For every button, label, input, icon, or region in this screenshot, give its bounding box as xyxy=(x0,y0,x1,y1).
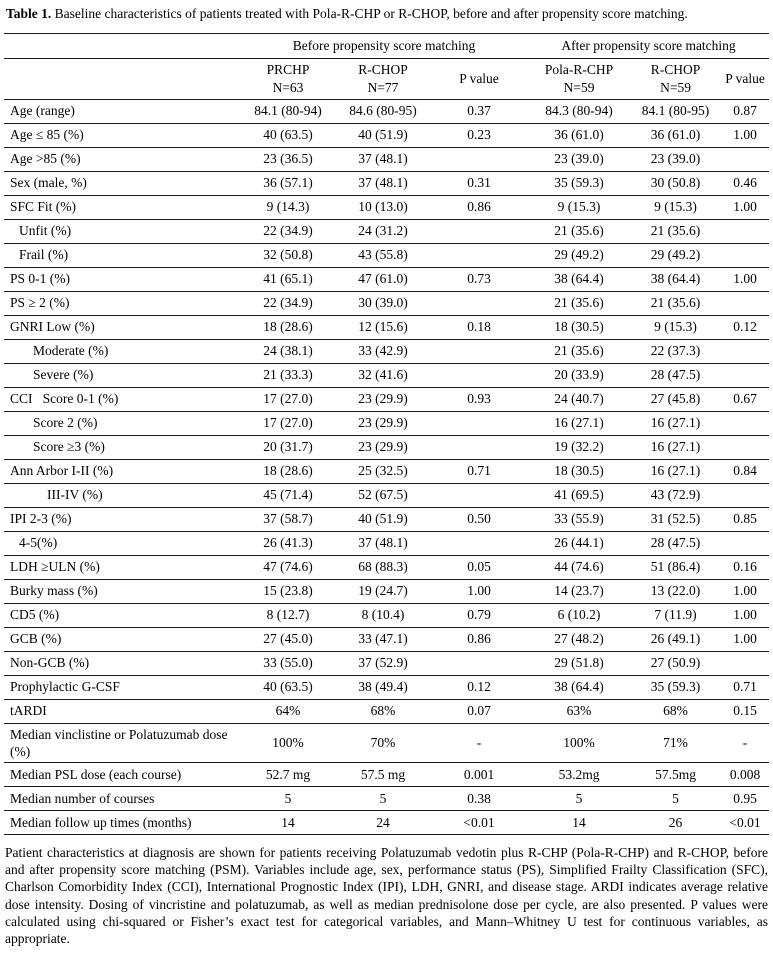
table-cell: 27 (50.9) xyxy=(630,651,721,675)
table-cell: 35 (59.3) xyxy=(630,675,721,699)
row-label: Moderate (%) xyxy=(4,339,240,363)
table-cell: 21 (33.3) xyxy=(240,363,336,387)
row-label: Burky mass (%) xyxy=(4,579,240,603)
row-label: Sex (male, %) xyxy=(4,171,240,195)
table-cell: 100% xyxy=(528,723,630,763)
table-cell: 12 (15.6) xyxy=(336,315,430,339)
table-row xyxy=(4,195,769,219)
table-cell: 51 (86.4) xyxy=(630,555,721,579)
table-cell: 16 (27.1) xyxy=(630,459,721,483)
table-cell: 63% xyxy=(528,699,630,723)
column-name: R-CHOP xyxy=(650,62,701,78)
table-cell: 9 (14.3) xyxy=(240,195,336,219)
table-cell: 0.50 xyxy=(430,507,528,531)
table-cell: 38 (64.4) xyxy=(528,675,630,699)
table-cell: 0.07 xyxy=(430,699,528,723)
table-cell: 9 (15.3) xyxy=(528,195,630,219)
table-cell: 37 (58.7) xyxy=(240,507,336,531)
table-cell: <0.01 xyxy=(430,811,528,835)
table-cell: 29 (49.2) xyxy=(528,243,630,267)
table-cell: 14 (23.7) xyxy=(528,579,630,603)
table-cell: 29 (49.2) xyxy=(630,243,721,267)
table-row xyxy=(4,99,769,123)
column-name: PRCHP xyxy=(266,62,310,78)
row-label: 4-5(%) xyxy=(4,531,240,555)
table-cell: 13 (22.0) xyxy=(630,579,721,603)
table-cell: 0.38 xyxy=(430,787,528,811)
table-cell: 25 (32.5) xyxy=(336,459,430,483)
table-cell: 36 (57.1) xyxy=(240,171,336,195)
table-cell: 41 (65.1) xyxy=(240,267,336,291)
column-header-pvalue-before xyxy=(430,58,528,99)
table-cell: 24 xyxy=(336,811,430,835)
table-cell: 24 (40.7) xyxy=(528,387,630,411)
table-cell: 10 (13.0) xyxy=(336,195,430,219)
table-cell xyxy=(430,219,528,243)
table-cell: 0.12 xyxy=(721,315,769,339)
table-cell: 71% xyxy=(630,723,721,763)
table-cell: 21 (35.6) xyxy=(528,291,630,315)
table-cell: 0.93 xyxy=(430,387,528,411)
table-row xyxy=(4,723,769,763)
table-cell: 0.85 xyxy=(721,507,769,531)
table-cell: 52.7 mg xyxy=(240,763,336,787)
table-row xyxy=(4,267,769,291)
table-cell: 18 (30.5) xyxy=(528,315,630,339)
table-cell xyxy=(721,435,769,459)
table-cell: - xyxy=(721,723,769,763)
table-cell xyxy=(430,363,528,387)
table-cell: 0.15 xyxy=(721,699,769,723)
table-cell xyxy=(430,531,528,555)
table-cell: 0.71 xyxy=(721,675,769,699)
row-label: LDH ≥ULN (%) xyxy=(4,555,240,579)
table-cell: 22 (34.9) xyxy=(240,219,336,243)
row-label: Age >85 (%) xyxy=(4,147,240,171)
table-cell: 7 (11.9) xyxy=(630,603,721,627)
table-row xyxy=(4,147,769,171)
table-cell: 0.79 xyxy=(430,603,528,627)
table-row xyxy=(4,411,769,435)
row-label: III-IV (%) xyxy=(4,483,240,507)
table-cell: 37 (48.1) xyxy=(336,531,430,555)
table-cell xyxy=(430,291,528,315)
table-cell: 6 (10.2) xyxy=(528,603,630,627)
column-n: N=63 xyxy=(272,79,304,95)
table-cell: <0.01 xyxy=(721,811,769,835)
table-cell: 24 (38.1) xyxy=(240,339,336,363)
table-cell: 1.00 xyxy=(721,603,769,627)
table-row xyxy=(4,699,769,723)
table-cell xyxy=(721,291,769,315)
table-title xyxy=(6,5,769,23)
table-cell: 26 (49.1) xyxy=(630,627,721,651)
table-cell: 0.18 xyxy=(430,315,528,339)
table-cell xyxy=(721,363,769,387)
table-row xyxy=(4,171,769,195)
table-row xyxy=(4,459,769,483)
table-number-label: Table 1. xyxy=(6,6,52,21)
table-cell: 0.16 xyxy=(721,555,769,579)
table-cell: 84.1 (80-95) xyxy=(630,99,721,123)
column-header-prchp xyxy=(240,58,336,99)
row-label: CD5 (%) xyxy=(4,603,240,627)
table-cell: 38 (64.4) xyxy=(630,267,721,291)
table-cell: 33 (55.9) xyxy=(528,507,630,531)
table-cell: 0.86 xyxy=(430,195,528,219)
table-cell: 14 xyxy=(240,811,336,835)
table-row xyxy=(4,763,769,787)
column-n: N=77 xyxy=(367,79,399,95)
table-cell: 38 (64.4) xyxy=(528,267,630,291)
table-cell: 26 xyxy=(630,811,721,835)
column-name: P value xyxy=(725,70,765,86)
table-cell: 1.00 xyxy=(721,123,769,147)
table-cell: 28 (47.5) xyxy=(630,363,721,387)
table-cell: 22 (37.3) xyxy=(630,339,721,363)
table-cell xyxy=(721,243,769,267)
table-cell xyxy=(721,339,769,363)
table-cell: 40 (63.5) xyxy=(240,675,336,699)
table-cell: 16 (27.1) xyxy=(630,411,721,435)
table-cell: 14 xyxy=(528,811,630,835)
column-header-pvalue-after xyxy=(721,58,769,99)
row-label: Severe (%) xyxy=(4,363,240,387)
group-header-before-matching: Before propensity score matching xyxy=(240,33,528,58)
table-cell: 0.31 xyxy=(430,171,528,195)
table-cell: 1.00 xyxy=(721,627,769,651)
table-title-text: Baseline characteristics of patients treated with Pola-R-CHP or R-CHOP, before and after propensity score matching. xyxy=(51,6,688,21)
table-row xyxy=(4,123,769,147)
table-cell xyxy=(430,411,528,435)
table-cell: 18 (30.5) xyxy=(528,459,630,483)
table-cell xyxy=(430,483,528,507)
row-label: Median number of courses xyxy=(4,787,240,811)
table-cell: 21 (35.6) xyxy=(528,219,630,243)
table-cell: 0.12 xyxy=(430,675,528,699)
table-cell: 17 (27.0) xyxy=(240,411,336,435)
table-row xyxy=(4,579,769,603)
row-label: GNRI Low (%) xyxy=(4,315,240,339)
table-row xyxy=(4,651,769,675)
table-cell: 27 (48.2) xyxy=(528,627,630,651)
empty-corner-cell xyxy=(4,33,240,58)
table-cell xyxy=(721,411,769,435)
table-cell: 68% xyxy=(336,699,430,723)
table-row xyxy=(4,603,769,627)
table-row xyxy=(4,291,769,315)
column-name: Pola-R-CHP xyxy=(544,62,614,78)
table-row xyxy=(4,555,769,579)
table-cell: 5 xyxy=(240,787,336,811)
row-label: Prophylactic G-CSF xyxy=(4,675,240,699)
table-cell: 40 (51.9) xyxy=(336,123,430,147)
table-cell: 45 (71.4) xyxy=(240,483,336,507)
table-row xyxy=(4,339,769,363)
table-cell: 40 (51.9) xyxy=(336,507,430,531)
table-cell: 22 (34.9) xyxy=(240,291,336,315)
row-label: GCB (%) xyxy=(4,627,240,651)
table-cell: 43 (72.9) xyxy=(630,483,721,507)
table-cell xyxy=(721,651,769,675)
table-cell: 33 (47.1) xyxy=(336,627,430,651)
table-row xyxy=(4,387,769,411)
row-label: PS 0-1 (%) xyxy=(4,267,240,291)
table-cell: 23 (36.5) xyxy=(240,147,336,171)
table-cell: 23 (39.0) xyxy=(630,147,721,171)
table-cell: 37 (48.1) xyxy=(336,147,430,171)
table-cell: 38 (49.4) xyxy=(336,675,430,699)
table-cell: 47 (61.0) xyxy=(336,267,430,291)
table-cell: 1.00 xyxy=(430,579,528,603)
table-cell: 0.84 xyxy=(721,459,769,483)
table-cell: 64% xyxy=(240,699,336,723)
table-cell: 70% xyxy=(336,723,430,763)
column-header-row xyxy=(4,58,769,99)
table-cell: 0.23 xyxy=(430,123,528,147)
table-cell: 44 (74.6) xyxy=(528,555,630,579)
table-cell xyxy=(721,531,769,555)
table-cell: 19 (24.7) xyxy=(336,579,430,603)
table-cell: 68% xyxy=(630,699,721,723)
table-cell: 32 (41.6) xyxy=(336,363,430,387)
table-cell: 21 (35.6) xyxy=(630,219,721,243)
column-header-rchop-after xyxy=(630,58,721,99)
table-cell: 23 (39.0) xyxy=(528,147,630,171)
column-header-rchop-before xyxy=(336,58,430,99)
column-n: N=59 xyxy=(563,79,595,95)
table-cell xyxy=(430,651,528,675)
table-cell: 0.71 xyxy=(430,459,528,483)
table-cell xyxy=(721,483,769,507)
table-cell: 84.6 (80-95) xyxy=(336,99,430,123)
table-cell: 31 (52.5) xyxy=(630,507,721,531)
table-cell: 33 (55.0) xyxy=(240,651,336,675)
table-cell: 84.3 (80-94) xyxy=(528,99,630,123)
table-cell: 0.95 xyxy=(721,787,769,811)
table-row xyxy=(4,531,769,555)
table-cell: 37 (52.9) xyxy=(336,651,430,675)
row-label: Age (range) xyxy=(4,99,240,123)
column-name: R-CHOP xyxy=(358,62,408,78)
table-cell: 43 (55.8) xyxy=(336,243,430,267)
table-cell xyxy=(721,219,769,243)
table-cell: 1.00 xyxy=(721,579,769,603)
table-row xyxy=(4,787,769,811)
table-cell: 5 xyxy=(336,787,430,811)
table-cell: 40 (63.5) xyxy=(240,123,336,147)
table-cell: 29 (51.8) xyxy=(528,651,630,675)
table-cell: 100% xyxy=(240,723,336,763)
table-cell: 19 (32.2) xyxy=(528,435,630,459)
table-cell: 41 (69.5) xyxy=(528,483,630,507)
table-cell: 0.87 xyxy=(721,99,769,123)
table-cell: 0.001 xyxy=(430,763,528,787)
table-cell: 16 (27.1) xyxy=(528,411,630,435)
table-cell: 30 (39.0) xyxy=(336,291,430,315)
table-cell: 21 (35.6) xyxy=(630,291,721,315)
baseline-characteristics-table xyxy=(4,33,769,836)
column-header-pola-r-chp xyxy=(528,58,630,99)
table-cell: 15 (23.8) xyxy=(240,579,336,603)
table-row xyxy=(4,219,769,243)
table-cell: 23 (29.9) xyxy=(336,435,430,459)
row-label: Score 2 (%) xyxy=(4,411,240,435)
table-cell: 9 (15.3) xyxy=(630,315,721,339)
table-cell: - xyxy=(430,723,528,763)
table-cell: 28 (47.5) xyxy=(630,531,721,555)
table-cell: 0.73 xyxy=(430,267,528,291)
table-cell: 0.67 xyxy=(721,387,769,411)
table-cell: 20 (33.9) xyxy=(528,363,630,387)
table-cell: 18 (28.6) xyxy=(240,459,336,483)
table-cell: 0.46 xyxy=(721,171,769,195)
table-row xyxy=(4,243,769,267)
table-cell: 1.00 xyxy=(721,267,769,291)
table-cell: 0.05 xyxy=(430,555,528,579)
table-cell: 52 (67.5) xyxy=(336,483,430,507)
table-cell: 27 (45.0) xyxy=(240,627,336,651)
empty-corner-cell xyxy=(4,58,240,99)
table-footnote: Patient characteristics at diagnosis are shown for patients receiving Polatuzumab vedotin plus R-CHP (Pola-R-CHP) and R-CHOP, before and after propensity score matching (PSM). Variables include age, sex, performance status (PS), Simplified Frailty Classification (SFC), Charlson Comorbidity Index (CCI), International Prognostic Index (IPI), LDH, GNRI, and disease stage. ARDI indicates average relative dose intensity. Dosing of vincristine and polatuzumab, as well as median prednisolone dose per cycle, are also presented. P values were calculated using chi-squared or Fisher’s exact test for categorical variables, and Mann–Whitney U test for continuous variables, as appropriate. xyxy=(5,845,768,946)
table-row xyxy=(4,675,769,699)
table-cell: 8 (12.7) xyxy=(240,603,336,627)
row-label: Frail (%) xyxy=(4,243,240,267)
table-cell: 5 xyxy=(528,787,630,811)
table-cell: 57.5mg xyxy=(630,763,721,787)
table-cell: 0.86 xyxy=(430,627,528,651)
table-cell: 26 (44.1) xyxy=(528,531,630,555)
row-label: Non-GCB (%) xyxy=(4,651,240,675)
group-header-after-matching: After propensity score matching xyxy=(528,33,769,58)
group-header-row xyxy=(4,33,769,58)
row-label: PS ≥ 2 (%) xyxy=(4,291,240,315)
row-label: Median follow up times (months) xyxy=(4,811,240,835)
table-cell: 0.008 xyxy=(721,763,769,787)
table-cell: 24 (31.2) xyxy=(336,219,430,243)
row-label: CCI Score 0-1 (%) xyxy=(4,387,240,411)
table-cell: 36 (61.0) xyxy=(528,123,630,147)
table-cell xyxy=(721,147,769,171)
table-row xyxy=(4,363,769,387)
table-cell: 0.37 xyxy=(430,99,528,123)
table-cell: 47 (74.6) xyxy=(240,555,336,579)
table-row xyxy=(4,507,769,531)
row-label: Median PSL dose (each course) xyxy=(4,763,240,787)
table-row xyxy=(4,315,769,339)
table-row xyxy=(4,627,769,651)
table-cell: 5 xyxy=(630,787,721,811)
table-cell: 27 (45.8) xyxy=(630,387,721,411)
table-cell: 23 (29.9) xyxy=(336,387,430,411)
table-cell xyxy=(430,339,528,363)
row-label: Ann Arbor I-II (%) xyxy=(4,459,240,483)
table-cell: 1.00 xyxy=(721,195,769,219)
table-body xyxy=(4,99,769,835)
table-cell: 20 (31.7) xyxy=(240,435,336,459)
table-cell: 23 (29.9) xyxy=(336,411,430,435)
table-cell xyxy=(430,435,528,459)
table-cell: 8 (10.4) xyxy=(336,603,430,627)
row-label: IPI 2-3 (%) xyxy=(4,507,240,531)
table-cell: 37 (48.1) xyxy=(336,171,430,195)
table-cell: 36 (61.0) xyxy=(630,123,721,147)
table-cell: 30 (50.8) xyxy=(630,171,721,195)
table-row xyxy=(4,435,769,459)
column-n: N=59 xyxy=(660,79,691,95)
table-cell: 17 (27.0) xyxy=(240,387,336,411)
table-cell: 16 (27.1) xyxy=(630,435,721,459)
table-row xyxy=(4,483,769,507)
table-cell xyxy=(430,243,528,267)
table-row xyxy=(4,811,769,835)
row-label: Unfit (%) xyxy=(4,219,240,243)
row-label: SFC Fit (%) xyxy=(4,195,240,219)
table-cell: 21 (35.6) xyxy=(528,339,630,363)
row-label: Age ≤ 85 (%) xyxy=(4,123,240,147)
table-cell: 68 (88.3) xyxy=(336,555,430,579)
row-label: Score ≥3 (%) xyxy=(4,435,240,459)
row-label: Median vinclistine or Polatuzumab dose (%) xyxy=(4,723,240,763)
row-label: tARDI xyxy=(4,699,240,723)
table-cell: 32 (50.8) xyxy=(240,243,336,267)
table-cell: 35 (59.3) xyxy=(528,171,630,195)
table-cell: 84.1 (80-94) xyxy=(240,99,336,123)
table-cell xyxy=(430,147,528,171)
table-cell: 33 (42.9) xyxy=(336,339,430,363)
table-cell: 53.2mg xyxy=(528,763,630,787)
table-cell: 26 (41.3) xyxy=(240,531,336,555)
table-cell: 57.5 mg xyxy=(336,763,430,787)
column-name: P value xyxy=(459,70,499,86)
table-cell: 9 (15.3) xyxy=(630,195,721,219)
table-cell: 18 (28.6) xyxy=(240,315,336,339)
